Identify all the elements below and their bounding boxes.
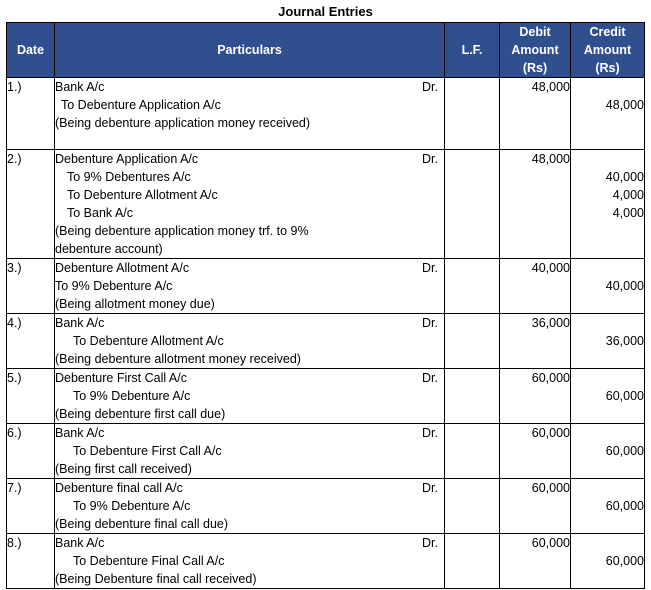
debit-account: Debenture Application A/c bbox=[55, 152, 199, 166]
entry-credit: 60,000 bbox=[571, 479, 645, 534]
entry-debit: 48,000 bbox=[500, 150, 571, 259]
entry-credit: 60,000 bbox=[571, 424, 645, 479]
journal-entry-row bbox=[7, 150, 645, 259]
narration: (Being debenture application money received) bbox=[55, 116, 311, 130]
header-lf: L.F. bbox=[445, 23, 500, 78]
credit-account: To 9% Debenture A/c bbox=[73, 389, 191, 403]
entry-debit: 60,000 bbox=[500, 534, 571, 589]
entry-credit: 36,000 bbox=[571, 314, 645, 369]
entry-credit: 40,000 bbox=[571, 259, 645, 314]
dr-label: Dr. bbox=[422, 426, 438, 440]
journal-entry-row bbox=[7, 259, 645, 314]
entry-credit: 60,000 bbox=[571, 534, 645, 589]
credit-account: To Debenture Application A/c bbox=[61, 98, 221, 112]
entry-date: 1.) bbox=[7, 78, 55, 150]
journal-entry-row bbox=[7, 479, 645, 534]
journal-entry-row bbox=[7, 424, 645, 479]
entry-debit: 36,000 bbox=[500, 314, 571, 369]
entry-date: 3.) bbox=[7, 259, 55, 314]
header-debit-line: Debit bbox=[519, 25, 551, 39]
journal-entry-row bbox=[7, 369, 645, 424]
dr-label: Dr. bbox=[422, 481, 438, 495]
entry-credit: 60,000 bbox=[571, 369, 645, 424]
entry-debit: 60,000 bbox=[500, 369, 571, 424]
header-credit-line: Amount bbox=[583, 43, 632, 57]
credit-account: To Debenture Allotment A/c bbox=[67, 188, 218, 202]
entry-lf bbox=[445, 369, 500, 424]
credit-account: To 9% Debenture A/c bbox=[73, 499, 191, 513]
entry-debit: 40,000 bbox=[500, 259, 571, 314]
entry-particulars bbox=[55, 534, 445, 589]
page-title: Journal Entries bbox=[278, 4, 373, 19]
entry-date: 6.) bbox=[7, 424, 55, 479]
header-debit-line: (Rs) bbox=[522, 61, 548, 75]
header-credit-line: Credit bbox=[589, 25, 626, 39]
entry-particulars bbox=[55, 259, 445, 314]
header-debit bbox=[500, 23, 571, 78]
journal-entry-row bbox=[7, 314, 645, 369]
journal-entry-row bbox=[7, 78, 645, 150]
dr-label: Dr. bbox=[422, 371, 438, 385]
entry-particulars bbox=[55, 479, 445, 534]
entry-particulars bbox=[55, 150, 445, 259]
entry-lf bbox=[445, 150, 500, 259]
narration: (Being debenture first call due) bbox=[55, 407, 226, 421]
entry-credit: 48,000 bbox=[571, 78, 645, 150]
debit-account: Debenture First Call A/c bbox=[55, 371, 187, 385]
dr-label: Dr. bbox=[422, 536, 438, 550]
debit-account: Bank A/c bbox=[55, 536, 105, 550]
entry-particulars bbox=[55, 78, 445, 150]
debit-account: Bank A/c bbox=[55, 80, 105, 94]
entry-date: 2.) bbox=[7, 150, 55, 259]
debit-account: Debenture final call A/c bbox=[55, 481, 183, 495]
journal-table bbox=[6, 22, 645, 589]
entry-particulars bbox=[55, 369, 445, 424]
debit-account: Debenture Allotment A/c bbox=[55, 261, 190, 275]
header-date: Date bbox=[7, 23, 55, 78]
dr-label: Dr. bbox=[422, 316, 438, 330]
entry-debit: 60,000 bbox=[500, 424, 571, 479]
narration: (Being debenture final call due) bbox=[55, 517, 229, 531]
entry-debit: 60,000 bbox=[500, 479, 571, 534]
credit-account: To Debenture Allotment A/c bbox=[73, 334, 224, 348]
dr-label: Dr. bbox=[422, 261, 438, 275]
entry-lf bbox=[445, 479, 500, 534]
header-debit-line: Amount bbox=[511, 43, 559, 57]
header-credit-line: (Rs) bbox=[595, 61, 620, 75]
header-row bbox=[7, 23, 645, 78]
credit-account: To 9% Debentures A/c bbox=[67, 170, 191, 184]
entry-date: 4.) bbox=[7, 314, 55, 369]
entry-date: 5.) bbox=[7, 369, 55, 424]
narration: (Being debenture application money trf. to 9% bbox=[55, 224, 309, 238]
narration: debenture account) bbox=[55, 242, 163, 256]
header-particulars: Particulars bbox=[55, 23, 445, 78]
debit-account: Bank A/c bbox=[55, 316, 105, 330]
entry-debit: 48,000 bbox=[500, 78, 571, 150]
entry-date: 8.) bbox=[7, 534, 55, 589]
narration: (Being allotment money due) bbox=[55, 297, 215, 311]
entry-lf bbox=[445, 534, 500, 589]
journal-entry-row bbox=[7, 534, 645, 589]
entry-particulars bbox=[55, 424, 445, 479]
credit-account: To Debenture First Call A/c bbox=[73, 444, 222, 458]
entry-date: 7.) bbox=[7, 479, 55, 534]
dr-label: Dr. bbox=[422, 152, 438, 166]
dr-label: Dr. bbox=[422, 80, 438, 94]
credit-account: To Bank A/c bbox=[67, 206, 134, 220]
entry-lf bbox=[445, 78, 500, 150]
header-credit bbox=[571, 23, 645, 78]
narration: (Being debenture allotment money received) bbox=[55, 352, 301, 366]
narration: (Being first call received) bbox=[55, 462, 192, 476]
credit-account: To 9% Debenture A/c bbox=[55, 279, 173, 293]
entry-particulars bbox=[55, 314, 445, 369]
debit-account: Bank A/c bbox=[55, 426, 105, 440]
entry-lf bbox=[445, 259, 500, 314]
entry-lf bbox=[445, 314, 500, 369]
entry-lf bbox=[445, 424, 500, 479]
credit-account: To Debenture Final Call A/c bbox=[73, 554, 225, 568]
entry-credit: 40,000 4,000 4,000 bbox=[571, 150, 645, 259]
narration: (Being Debenture final call received) bbox=[55, 572, 257, 586]
